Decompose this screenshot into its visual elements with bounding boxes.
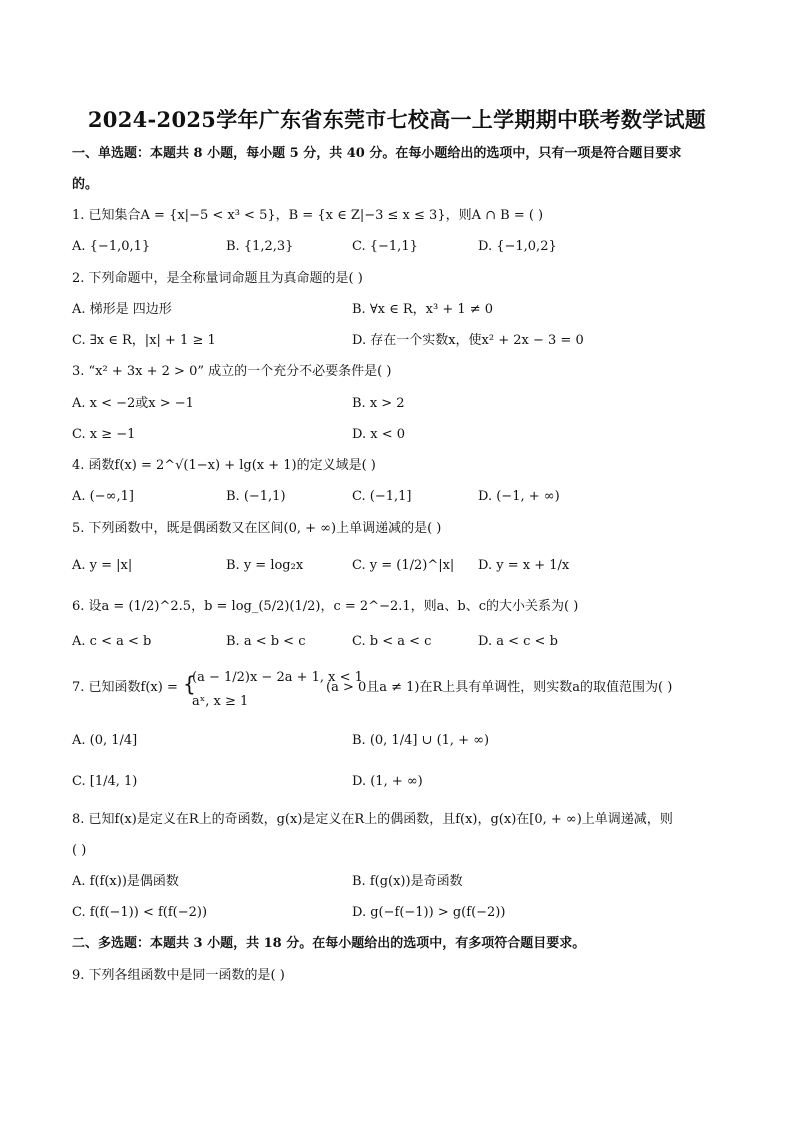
q7-brace: { <box>183 672 196 696</box>
page-title: 2024-2025学年广东省东莞市七校高一上学期期中联考数学试题 <box>87 107 707 132</box>
q9-stem: 9. 下列各组函数中是同一函数的是( ) <box>72 968 285 983</box>
q3-option-d: D. x < 0 <box>352 427 405 442</box>
q8-stem-line1: 8. 已知f(x)是定义在R上的奇函数，g(x)是定义在R上的偶函数，且f(x)，g(x)在[0, + ∞)上单调递减，则 <box>72 812 673 827</box>
section-1-heading: 一、单选题：本题共 8 小题，每小题 5 分，共 40 分。在每小题给出的选项中，只有一项是符合题目要求 <box>72 146 682 161</box>
q4-option-b: B. (−1,1) <box>226 489 286 504</box>
q7-option-d: D. (1, + ∞) <box>352 774 423 789</box>
q8-option-d: D. g(−f(−1)) > g(f(−2)) <box>352 905 506 920</box>
q7-case-2: aˣ, x ≥ 1 <box>192 694 249 709</box>
q6-stem: 6. 设a = (1/2)^2.5，b = log_(5/2)(1/2)，c = 2^−2.1，则a、b、c的大小关系为( ) <box>72 599 579 614</box>
q8-option-a: A. f(f(x))是偶函数 <box>72 874 179 889</box>
q3-option-c: C. x ≥ −1 <box>72 427 136 442</box>
q5-stem: 5. 下列函数中，既是偶函数又在区间(0, + ∞)上单调递减的是( ) <box>72 521 442 536</box>
q5-option-b: B. y = log₂x <box>226 558 304 573</box>
q8-stem-line2: ( ) <box>72 843 87 858</box>
q3-option-b: B. x > 2 <box>352 396 405 411</box>
q3-stem: 3. “x² + 3x + 2 > 0” 成立的一个充分不必要条件是( ) <box>72 364 392 379</box>
q7-stem-pre: 7. 已知函数f(x) = <box>72 680 178 695</box>
q6-option-b: B. a < b < c <box>226 634 306 649</box>
q2-option-d: D. 存在一个实数x，使x² + 2x − 3 = 0 <box>352 333 584 348</box>
q2-option-c: C. ∃x ∈ R，|x| + 1 ≥ 1 <box>72 333 216 348</box>
q4-option-d: D. (−1, + ∞) <box>478 489 560 504</box>
q4-option-c: C. (−1,1] <box>352 489 412 504</box>
q1-option-d: D. {−1,0,2} <box>478 239 557 254</box>
q7-case-1: (a − 1/2)x − 2a + 1, x < 1 <box>192 670 363 685</box>
q7-stem-post: (a > 0且a ≠ 1)在R上具有单调性，则实数a的取值范围为( ) <box>326 680 673 695</box>
q7-option-c: C. [1/4, 1) <box>72 774 138 789</box>
q7-option-b: B. (0, 1/4] ∪ (1, + ∞) <box>352 733 490 748</box>
q8-option-c: C. f(f(−1)) < f(f(−2)) <box>72 905 208 920</box>
q5-option-a: A. y = |x| <box>72 558 133 573</box>
q6-option-a: A. c < a < b <box>72 634 152 649</box>
q2-stem: 2. 下列命题中，是全称量词命题且为真命题的是( ) <box>72 271 363 286</box>
q1-stem: 1. 已知集合A = {x|−5 < x³ < 5}，B = {x ∈ Z|−3 ≤ x ≤ 3}，则A ∩ B = ( ) <box>72 208 544 223</box>
q8-option-b: B. f(g(x))是奇函数 <box>352 874 463 889</box>
q1-option-a: A. {−1,0,1} <box>72 239 151 254</box>
q5-option-d: D. y = x + 1/x <box>478 558 570 573</box>
section-2-heading: 二、多选题：本题共 3 小题，共 18 分。在每小题给出的选项中，有多项符合题目要求。 <box>72 936 586 951</box>
q5-option-c: C. y = (1/2)^|x| <box>352 558 455 573</box>
section-1-heading-cont: 的。 <box>72 177 99 192</box>
q4-stem: 4. 函数f(x) = 2^√(1−x) + lg(x + 1)的定义域是( ) <box>72 458 376 473</box>
q1-option-b: B. {1,2,3} <box>226 239 294 254</box>
q4-option-a: A. (−∞,1] <box>72 489 134 504</box>
q1-option-c: C. {−1,1} <box>352 239 418 254</box>
q2-option-a: A. 梯形是 四边形 <box>72 302 172 317</box>
q2-option-b: B. ∀x ∈ R，x³ + 1 ≠ 0 <box>352 302 494 317</box>
q3-option-a: A. x < −2或x > −1 <box>72 396 194 411</box>
q6-option-d: D. a < c < b <box>478 634 558 649</box>
q7-option-a: A. (0, 1/4] <box>72 733 138 748</box>
q6-option-c: C. b < a < c <box>352 634 432 649</box>
